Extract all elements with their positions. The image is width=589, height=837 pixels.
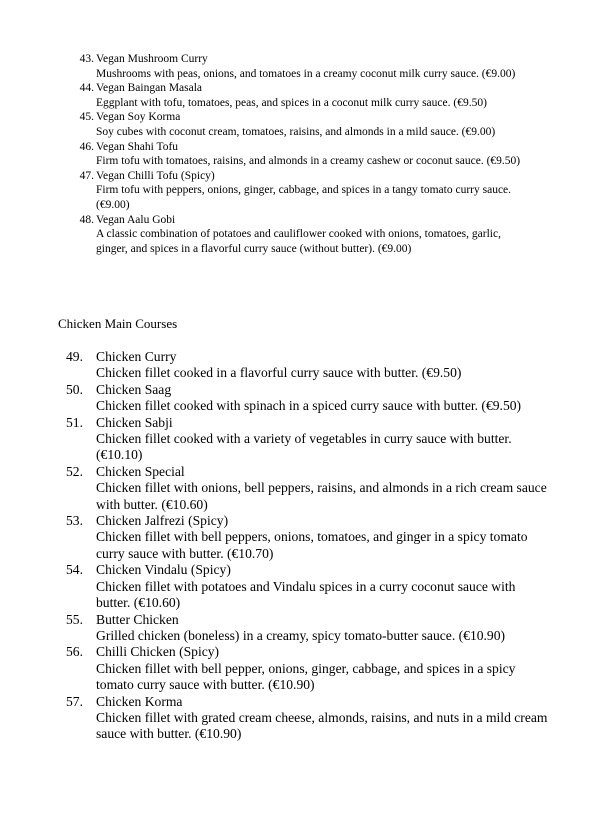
item-name: Vegan Soy Korma	[96, 111, 181, 124]
item-description: Mushrooms with peas, onions, and tomatoes in a creamy coconut milk curry sauce. (€9.00)	[96, 67, 516, 80]
list-item	[0, 612, 548, 645]
item-description: Eggplant with tofu, tomatoes, peas, and spices in a coconut milk curry sauce. (€9.50)	[96, 96, 487, 109]
item-name: Chicken Curry	[96, 349, 177, 364]
section-heading-chicken: Chicken Main Courses	[58, 316, 178, 331]
item-description: Firm tofu with tomatoes, raisins, and almonds in a creamy cashew or coconut sauce. (€9.50)	[96, 155, 521, 168]
item-description: A classic combination of potatoes and cauliflower cooked with onions, tomatoes, garlic, ginger, and spices in a flavorful curry sauce (without butter). (€9.00)	[96, 228, 501, 255]
item-name: Vegan Baingan Masala	[96, 82, 203, 95]
list-item	[0, 213, 526, 257]
item-name: Chicken Sabji	[96, 414, 173, 430]
item-number: 56.	[66, 644, 83, 660]
item-description: Grilled chicken (boneless) in a creamy, spicy tomato-butter sauce. (€10.90)	[96, 627, 506, 643]
item-number: 49.	[66, 349, 83, 364]
list-item	[0, 81, 526, 110]
item-number: 53.	[66, 513, 83, 529]
item-number: 55.	[66, 611, 83, 627]
list-item	[0, 382, 548, 415]
list-item	[0, 644, 548, 693]
item-name: Chicken Korma	[96, 693, 183, 709]
item-number: 57.	[66, 693, 83, 709]
list-item	[0, 464, 548, 513]
item-name: Butter Chicken	[96, 611, 179, 627]
item-number: 46.	[79, 140, 94, 153]
list-item	[0, 52, 526, 81]
item-name: Chicken Saag	[96, 381, 172, 397]
item-description: Chicken fillet with grated cream cheese, almonds, raisins, and nuts in a mild cream sauce with butter. (€10.90)	[96, 709, 548, 742]
list-item	[0, 562, 548, 611]
item-name: Vegan Aalu Gobi	[96, 213, 176, 226]
item-description: Chicken fillet cooked in a flavorful curry sauce with butter. (€9.50)	[96, 365, 462, 381]
item-number: 50.	[66, 381, 83, 397]
item-description: Chicken fillet cooked with spinach in a spiced curry sauce with butter. (€9.50)	[96, 398, 522, 414]
item-description: Soy cubes with coconut cream, tomatoes, raisins, and almonds in a mild sauce. (€9.00)	[96, 125, 496, 138]
item-name: Chilli Chicken (Spicy)	[96, 644, 220, 660]
list-item	[0, 110, 526, 139]
vegan-dishes-list	[0, 52, 589, 256]
item-description: Chicken fillet cooked with a variety of vegetables in curry sauce with butter. (€10.10)	[96, 431, 512, 463]
item-number: 45.	[79, 111, 94, 124]
item-name: Vegan Shahi Tofu	[96, 140, 179, 153]
item-description: Chicken fillet with potatoes and Vindalu spices in a curry coconut sauce with butter. (€10.60)	[96, 578, 516, 611]
list-item	[0, 694, 548, 743]
item-name: Chicken Vindalu (Spicy)	[96, 562, 231, 578]
item-number: 44.	[79, 82, 94, 95]
item-description: Chicken fillet with onions, bell peppers, raisins, and almonds in a rich cream sauce with butter. (€10.60)	[96, 480, 547, 512]
item-name: Chicken Jalfrezi (Spicy)	[96, 513, 229, 529]
chicken-dishes-list	[0, 349, 589, 743]
item-number: 52.	[66, 463, 83, 479]
item-number: 43.	[79, 53, 94, 65]
item-name: Chicken Special	[96, 463, 185, 479]
list-item	[0, 140, 526, 169]
list-item	[0, 349, 548, 382]
list-item	[0, 415, 548, 464]
list-item	[0, 513, 548, 562]
item-number: 54.	[66, 562, 83, 578]
item-name: Vegan Chilli Tofu (Spicy)	[96, 169, 215, 182]
item-number: 51.	[66, 414, 83, 430]
item-name: Vegan Mushroom Curry	[96, 53, 208, 65]
item-description: Chicken fillet with bell peppers, onions, tomatoes, and ginger in a spicy tomato curry sauce with butter. (€10.70)	[96, 529, 528, 561]
item-number: 47.	[79, 169, 94, 182]
list-item	[0, 169, 526, 213]
item-number: 48.	[79, 213, 94, 226]
item-description: Firm tofu with peppers, onions, ginger, cabbage, and spices in a tangy tomato curry sauce. (€9.00)	[96, 184, 512, 211]
item-description: Chicken fillet with bell pepper, onions, ginger, cabbage, and spices in a spicy tomato curry sauce with butter. (€10.90)	[96, 660, 516, 693]
